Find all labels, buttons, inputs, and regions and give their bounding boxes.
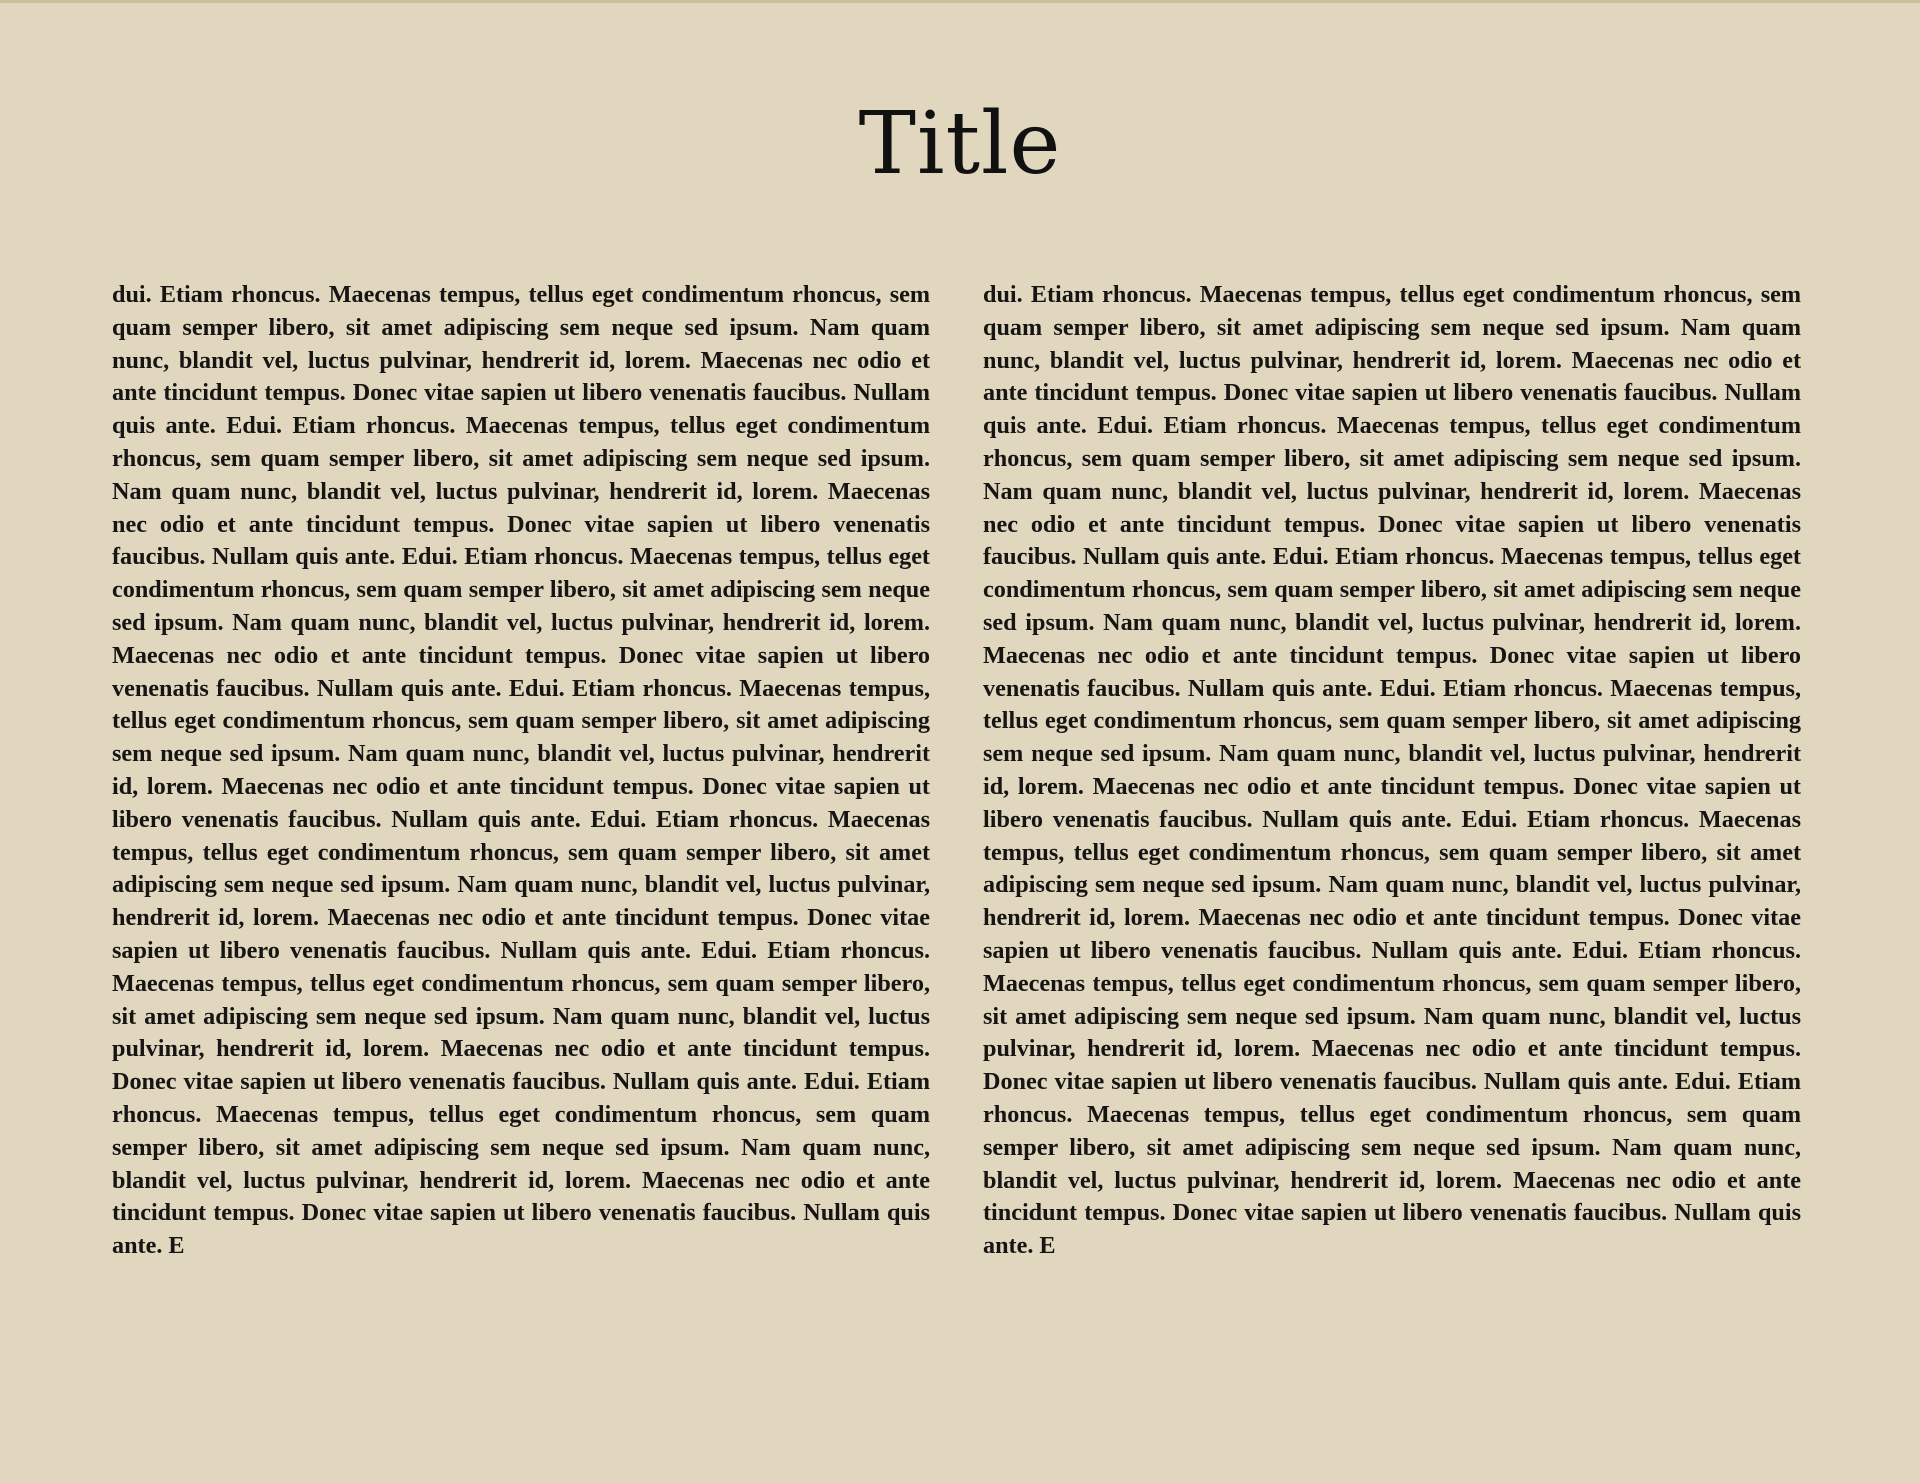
- body-text-column-left: dui. Etiam rhoncus. Maecenas tempus, tellus eget condimentum rhoncus, sem quam semper libero, sit amet adipiscing sem neque sed ipsum. Nam quam nunc, blandit vel, luctus pulvinar, hendrerit id, lorem. Maecenas nec odio et ante tincidunt tempus. Donec vitae sapien ut libero venenatis faucibus. Nullam quis ante. Edui. Etiam rhoncus. Maecenas tempus, tellus eget condimentum rhoncus, sem quam semper libero, sit amet adipiscing sem neque sed ipsum. Nam quam nunc, blandit vel, luctus pulvinar, hendrerit id, lorem. Maecenas nec odio et ante tincidunt tempus. Donec vitae sapien ut libero venenatis faucibus. Nullam quis ante. Edui. Etiam rhoncus. Maecenas tempus, tellus eget condimentum rhoncus, sem quam semper libero, sit amet adipiscing sem neque sed ipsum. Nam quam nunc, blandit vel, luctus pulvinar, hendrerit id, lorem. Maecenas nec odio et ante tincidunt tempus. Donec vitae sapien ut libero venenatis faucibus. Nullam quis ante. Edui. Etiam rhoncus. Maecenas tempus, tellus eget condimentum rhoncus, sem quam semper libero, sit amet adipiscing sem neque sed ipsum. Nam quam nunc, blandit vel, luctus pulvinar, hendrerit id, lorem. Maecenas nec odio et ante tincidunt tempus. Donec vitae sapien ut libero venenatis faucibus. Nullam quis ante. Edui. Etiam rhoncus. Maecenas tempus, tellus eget condimentum rhoncus, sem quam semper libero, sit amet adipiscing sem neque sed ipsum. Nam quam nunc, blandit vel, luctus pulvinar, hendrerit id, lorem. Maecenas nec odio et ante tincidunt tempus. Donec vitae sapien ut libero venenatis faucibus. Nullam quis ante. Edui. Etiam rhoncus. Maecenas tempus, tellus eget condimentum rhoncus, sem quam semper libero, sit amet adipiscing sem neque sed ipsum. Nam quam nunc, blandit vel, luctus pulvinar, hendrerit id, lorem. Maecenas nec odio et ante tincidunt tempus. Donec vitae sapien ut libero venenatis faucibus. Nullam quis ante. Edui. Etiam rhoncus. Maecenas tempus, tellus eget condimentum rhoncus, sem quam semper libero, sit amet adipiscing sem neque sed ipsum. Nam quam nunc, blandit vel, luctus pulvinar, hendrerit id, lorem. Maecenas nec odio et ante tincidunt tempus. Donec vitae sapien ut libero venenatis faucibus. Nullam quis ante. E: [112, 281, 930, 1260]
- body-text-column-right: dui. Etiam rhoncus. Maecenas tempus, tellus eget condimentum rhoncus, sem quam semper libero, sit amet adipiscing sem neque sed ipsum. Nam quam nunc, blandit vel, luctus pulvinar, hendrerit id, lorem. Maecenas nec odio et ante tincidunt tempus. Donec vitae sapien ut libero venenatis faucibus. Nullam quis ante. Edui. Etiam rhoncus. Maecenas tempus, tellus eget condimentum rhoncus, sem quam semper libero, sit amet adipiscing sem neque sed ipsum. Nam quam nunc, blandit vel, luctus pulvinar, hendrerit id, lorem. Maecenas nec odio et ante tincidunt tempus. Donec vitae sapien ut libero venenatis faucibus. Nullam quis ante. Edui. Etiam rhoncus. Maecenas tempus, tellus eget condimentum rhoncus, sem quam semper libero, sit amet adipiscing sem neque sed ipsum. Nam quam nunc, blandit vel, luctus pulvinar, hendrerit id, lorem. Maecenas nec odio et ante tincidunt tempus. Donec vitae sapien ut libero venenatis faucibus. Nullam quis ante. Edui. Etiam rhoncus. Maecenas tempus, tellus eget condimentum rhoncus, sem quam semper libero, sit amet adipiscing sem neque sed ipsum. Nam quam nunc, blandit vel, luctus pulvinar, hendrerit id, lorem. Maecenas nec odio et ante tincidunt tempus. Donec vitae sapien ut libero venenatis faucibus. Nullam quis ante. Edui. Etiam rhoncus. Maecenas tempus, tellus eget condimentum rhoncus, sem quam semper libero, sit amet adipiscing sem neque sed ipsum. Nam quam nunc, blandit vel, luctus pulvinar, hendrerit id, lorem. Maecenas nec odio et ante tincidunt tempus. Donec vitae sapien ut libero venenatis faucibus. Nullam quis ante. Edui. Etiam rhoncus. Maecenas tempus, tellus eget condimentum rhoncus, sem quam semper libero, sit amet adipiscing sem neque sed ipsum. Nam quam nunc, blandit vel, luctus pulvinar, hendrerit id, lorem. Maecenas nec odio et ante tincidunt tempus. Donec vitae sapien ut libero venenatis faucibus. Nullam quis ante. Edui. Etiam rhoncus. Maecenas tempus, tellus eget condimentum rhoncus, sem quam semper libero, sit amet adipiscing sem neque sed ipsum. Nam quam nunc, blandit vel, luctus pulvinar, hendrerit id, lorem. Maecenas nec odio et ante tincidunt tempus. Donec vitae sapien ut libero venenatis faucibus. Nullam quis ante. E: [983, 281, 1801, 1260]
- page-title: Title: [858, 94, 1062, 194]
